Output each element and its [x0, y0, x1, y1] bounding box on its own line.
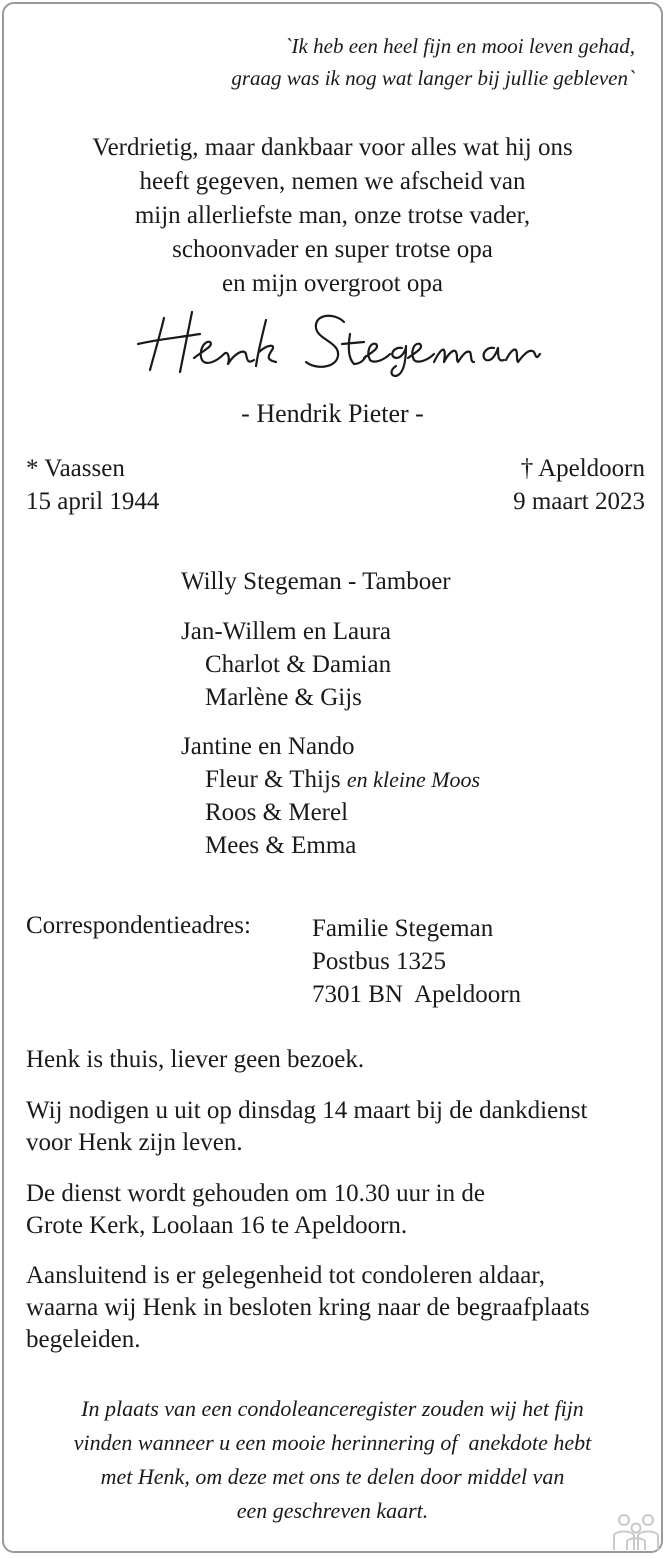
family-head: Jan-Willem en Laura — [181, 618, 392, 645]
paragraph-line: begeleiden. — [26, 1326, 141, 1353]
family-member: Charlot & Damian — [205, 651, 392, 678]
intro-text — [4, 131, 661, 301]
family-spouse: Willy Stegeman - Tamboer — [181, 568, 451, 595]
family-member: Mees & Emma — [205, 832, 357, 859]
correspondence-label: Correspondentieadres: — [26, 912, 251, 939]
family-group-2 — [181, 730, 480, 862]
paragraph-line: Aansluitend is er gelegenheid tot condoleren aldaar, — [26, 1262, 545, 1289]
intro-line: heeft gegeven, nemen we afscheid van — [139, 168, 526, 195]
paragraph-condolences — [26, 1260, 590, 1356]
closing-note — [4, 1392, 661, 1528]
intro-line: schoonvader en super trotse opa — [172, 236, 493, 263]
closing-line: een geschreven kaart. — [236, 1498, 429, 1523]
closing-line: met Henk, om deze met ons te delen door middel van — [100, 1464, 565, 1489]
family-member: Marlène & Gijs — [205, 684, 362, 711]
quote-line: `Ik heb een heel fijn en mooi leven gehad, — [284, 34, 635, 58]
name-signature — [4, 300, 661, 380]
family-member-names: Fleur & Thijs — [205, 766, 341, 793]
intro-line: mijn allerliefste man, onze trotse vader, — [134, 202, 531, 229]
address-line: Familie Stegeman — [312, 915, 494, 942]
family-member: Roos & Merel — [205, 799, 349, 826]
death-date: 9 maart 2023 — [513, 488, 645, 515]
paragraph-line: De dienst wordt gehouden om 10.30 uur in de — [26, 1180, 485, 1207]
people-group-icon — [610, 1512, 662, 1552]
family-group-1 — [181, 615, 391, 714]
paragraph-line: voor Henk zijn leven. — [26, 1129, 243, 1156]
intro-line: en mijn overgroot opa — [221, 270, 444, 297]
intro-line: Verdrietig, maar dankbaar voor alles wat hij ons — [92, 134, 573, 161]
paragraph-line: waarna wij Henk in besloten kring naar de begraafplaats — [26, 1294, 590, 1321]
address-line: Postbus 1325 — [312, 948, 447, 975]
family-member — [181, 763, 480, 796]
paragraph-service-invite — [26, 1095, 587, 1159]
death-info — [513, 452, 645, 518]
address-line: 7301 BN Apeldoorn — [312, 981, 522, 1008]
quote-line: graag was ik nog wat langer bij jullie gebleven` — [231, 66, 635, 90]
paragraph-line: Grote Kerk, Loolaan 16 te Apeldoorn. — [26, 1212, 408, 1239]
family-member-extra: en kleine Moos — [346, 767, 481, 792]
birth-date: 15 april 1944 — [26, 488, 160, 515]
paragraph-service-location — [26, 1178, 485, 1242]
given-names: - Hendrik Pieter - — [241, 399, 424, 428]
opening-quote — [231, 30, 635, 94]
correspondence-address — [312, 912, 521, 1011]
closing-line: vinden wanneer u een mooie herinnering of anekdote hebt — [73, 1430, 592, 1455]
closing-line: In plaats van een condoleanceregister zouden wij het fijn — [81, 1396, 584, 1421]
family-head: Jantine en Nando — [181, 733, 355, 760]
birth-info — [26, 452, 159, 518]
paragraph-line: Wij nodigen u uit op dinsdag 14 maart bij de dankdienst — [26, 1097, 588, 1124]
paragraph-visit: Henk is thuis, liever geen bezoek. — [26, 1046, 365, 1073]
birth-place: * Vaassen — [26, 455, 125, 482]
death-place: † Apeldoorn — [520, 455, 645, 482]
obituary-card — [2, 2, 663, 1553]
